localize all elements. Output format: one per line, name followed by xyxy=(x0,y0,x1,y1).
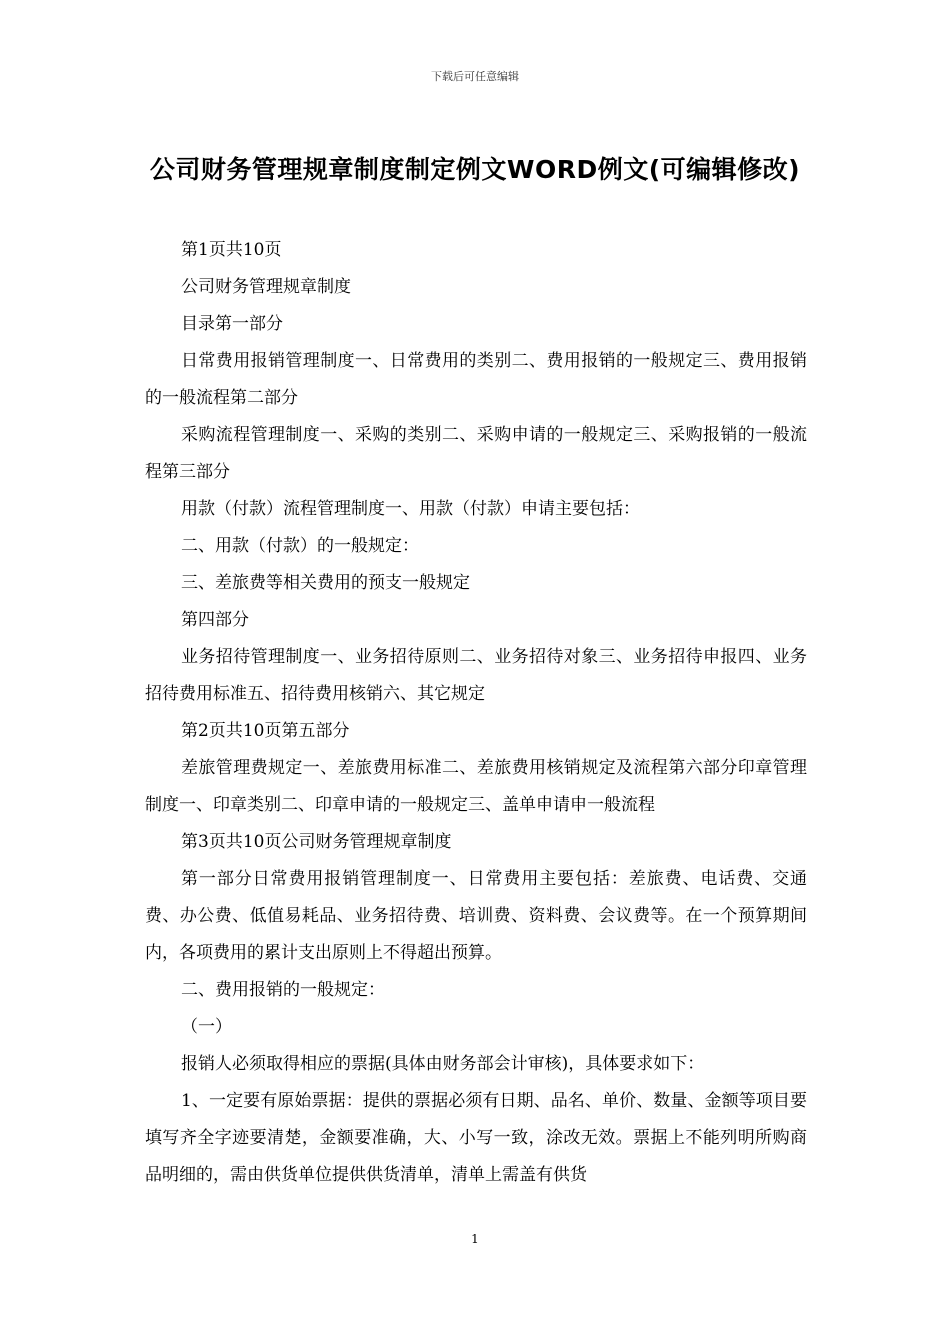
paragraph: 第3页共10页公司财务管理规章制度 xyxy=(181,832,452,852)
paragraph: （一） xyxy=(181,1017,232,1037)
paragraph: 第四部分 xyxy=(181,610,249,630)
paragraph: 第一部分日常费用报销管理制度一、日常费用主要包括：差旅费、电话费、交通费、办公费、低值易耗品、业务招待费、培训费、资料费、会议费等。在一个预算期间内，各项费用的累计支出原则上不得超出预算。 xyxy=(145,869,807,963)
paragraph: 二、用款（付款）的一般规定： xyxy=(181,536,419,556)
paragraph: 第2页共10页第五部分 xyxy=(181,721,350,741)
paragraph: 公司财务管理规章制度 xyxy=(181,277,351,297)
paragraph: 报销人必须取得相应的票据(具体由财务部会计审核)，具体要求如下： xyxy=(181,1054,705,1074)
paragraph: 日常费用报销管理制度一、日常费用的类别二、费用报销的一般规定三、费用报销的一般流程第二部分 xyxy=(145,351,807,408)
paragraph: 采购流程管理制度一、采购的类别二、采购申请的一般规定三、采购报销的一般流程第三部分 xyxy=(145,425,807,482)
paragraph: 第1页共10页 xyxy=(181,240,282,260)
paragraph: 二、费用报销的一般规定： xyxy=(181,980,385,1000)
paragraph: 用款（付款）流程管理制度一、用款（付款）申请主要包括： xyxy=(181,499,640,519)
header-note: 下载后可任意编辑 xyxy=(431,70,519,83)
paragraph: 目录第一部分 xyxy=(181,314,283,334)
paragraph: 1、一定要有原始票据：提供的票据必须有日期、品名、单价、数量、金额等项目要填写齐全字迹要清楚，金额要准确，大、小写一致，涂改无效。票据上不能列明所购商品明细的，需由供货单位提供供货清单，清单上需盖有供货 xyxy=(145,1091,807,1185)
document-title: 公司财务管理规章制度制定例文WORD例文(可编辑修改) xyxy=(149,155,801,184)
paragraph: 业务招待管理制度一、业务招待原则二、业务招待对象三、业务招待申报四、业务招待费用标准五、招待费用核销六、其它规定 xyxy=(145,647,807,704)
paragraph: 差旅管理费规定一、差旅费用标准二、差旅费用核销规定及流程第六部分印章管理制度一、印章类别二、印章申请的一般规定三、盖单申请申一般流程 xyxy=(145,758,807,815)
paragraph: 三、差旅费等相关费用的预支一般规定 xyxy=(181,573,470,593)
page-number: 1 xyxy=(471,1232,479,1246)
document-body xyxy=(145,232,807,1194)
